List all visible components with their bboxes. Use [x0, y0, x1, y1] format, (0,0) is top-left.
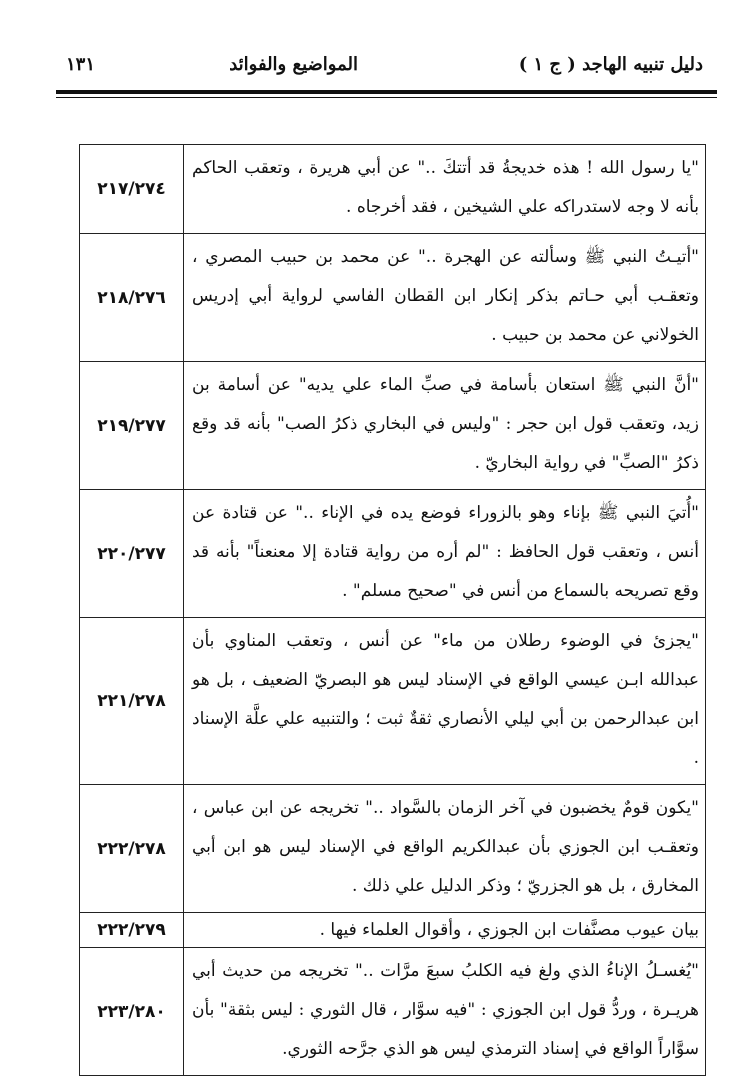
- page-header: [50, 54, 703, 84]
- entry-reference: ٢١٩/٢٧٧: [80, 362, 184, 490]
- header-rule-thin: [56, 97, 717, 98]
- entry-text: "أتيـتُ النبي ﷺ وسألته عن الهجرة .." عن محمد بن حبيب المصري ، وتعقـب أبي حـاتم بذكر إنكار ابن القطان الفاسي لرواية أبي إدريس الخولاني عن محمد بن حبيب .: [184, 234, 706, 362]
- index-table: [79, 144, 706, 1076]
- table-row: [80, 234, 706, 362]
- table-row: [80, 145, 706, 234]
- entry-text: "أنَّ النبي ﷺ استعان بأسامة في صبِّ الماء علي يديه" عن أسامة بن زيد، وتعقب قول ابن حجر : "وليس في البخاري ذكرُ الصب" بأنه قد وقع ذكرُ "الصبِّ" في رواية البخاريّ .: [184, 362, 706, 490]
- section-title: المواضيع والفوائد: [229, 54, 358, 75]
- entry-reference: ٢١٧/٢٧٤: [80, 145, 184, 234]
- table-row: [80, 618, 706, 785]
- entry-text: "يجزئ في الوضوء رطلان من ماء" عن أنس ، وتعقب المناوي بأن عبدالله ابـن عيسي الواقع في الإسناد ليس هو البصريّ الضعيف ، بل هو ابن عبدالرحمن بن أبي ليلي الأنصاري ثقةٌ ثبت ؛ والتنبيه علي علَّة الإسناد .: [184, 618, 706, 785]
- table-row: [80, 948, 706, 1076]
- table-row: [80, 362, 706, 490]
- entry-text: "يا رسول الله ! هذه خديجةُ قد أتتكَ .." عن أبي هريرة ، وتعقب الحاكم بأنه لا وجه لاستدراكه علي الشيخين ، فقد أخرجاه .: [184, 145, 706, 234]
- entry-text: "يكون قومٌ يخضبون في آخر الزمان بالسَّواد .." تخريجه عن ابن عباس ، وتعقـب ابن الجوزي بأن عبدالكريم الواقع في الإسناد ليس هو ابن أبي المخارق ، بل هو الجزريّ ؛ وذكر الدليل علي ذلك .: [184, 785, 706, 913]
- entry-reference: ٢١٨/٢٧٦: [80, 234, 184, 362]
- entry-text: بيان عيوب مصنَّفات ابن الجوزي ، وأقوال العلماء فيها .: [184, 913, 706, 948]
- entry-reference: ٢٢٠/٢٧٧: [80, 490, 184, 618]
- entry-reference: ٢٢٢/٢٧٨: [80, 785, 184, 913]
- page-number: ١٣١: [66, 54, 96, 75]
- table-row: [80, 785, 706, 913]
- table-row: [80, 490, 706, 618]
- entry-reference: ٢٢٢/٢٧٩: [80, 913, 184, 948]
- table-row: [80, 913, 706, 948]
- entry-text: "أُتيَ النبي ﷺ بإناء وهو بالزوراء فوضع يده في الإناء .." عن قتادة عن أنس ، وتعقب قول الحافظ : "لم أره من رواية قتادة إلا معنعناً" بأنه قد وقع تصريحه بالسماع من أنس في "صحيح مسلم" .: [184, 490, 706, 618]
- entry-text: "يُغسـلُ الإناءُ الذي ولغ فيه الكلبُ سبعَ مرَّات .." تخريجه من حديث أبي هريـرة ، وردُّ قول ابن الجوزي : "فيه سوَّار ، قال الثوري : ليس بثقة" بأن سوَّاراً الواقع في إسناد الترمذي ليس هو الذي جرَّحه الثوري.: [184, 948, 706, 1076]
- book-title: دليل تنبيه الهاجد ( ج ١ ): [518, 54, 703, 75]
- entry-reference: ٢٢٣/٢٨٠: [80, 948, 184, 1076]
- entry-reference: ٢٢١/٢٧٨: [80, 618, 184, 785]
- header-rule-thick: [56, 90, 717, 94]
